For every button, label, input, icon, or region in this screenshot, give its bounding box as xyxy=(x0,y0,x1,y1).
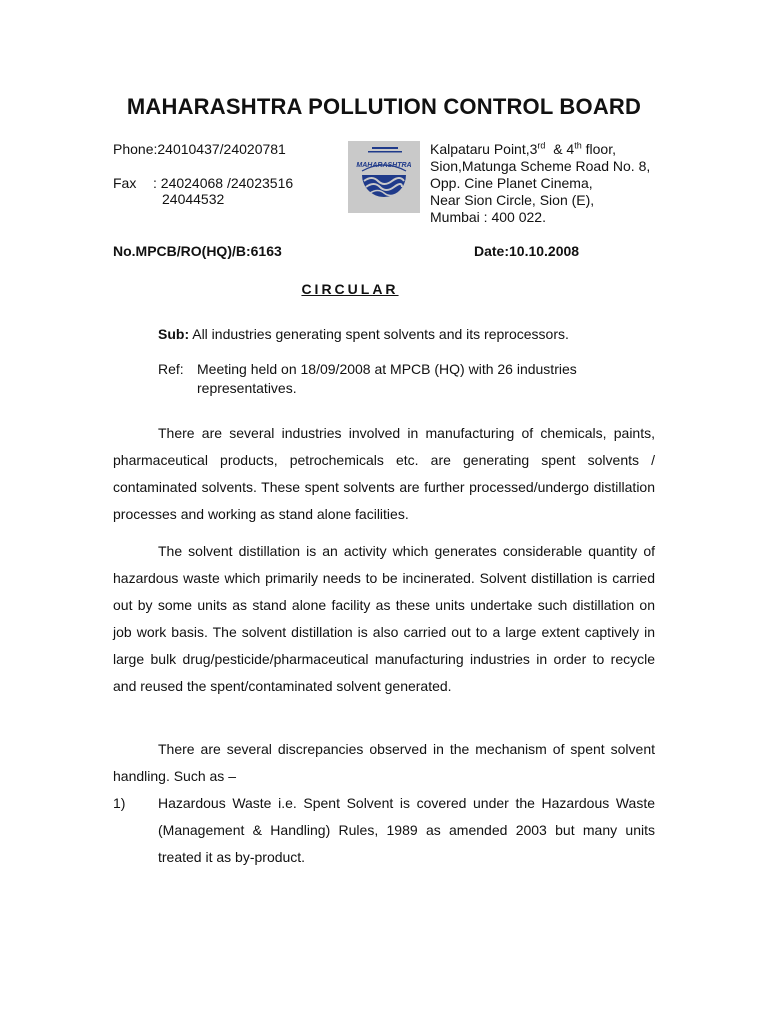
address-line-3: Opp. Cine Planet Cinema, xyxy=(430,175,593,191)
logo-text: MAHARASHTRA xyxy=(356,162,412,169)
paragraph-2: The solvent distillation is an activity which generates considerable quantity of hazardous waste which primarily needs to be incinerated. Solvent distillation is carried out by some units as stand alone facility as these units undertake such distillation on job work basis. The solvent distillation is also carried out to a large extent captively in large bulk drug/pesticide/pharmaceutical manufacturing industries in order to recycle and reused the spent/contaminated solvent generated. xyxy=(113,543,655,694)
phone-number: Phone:24010437/24020781 xyxy=(113,141,286,157)
globe-icon xyxy=(348,141,420,213)
fax-number-1: : 24024068 /24023516 xyxy=(153,175,294,191)
ref-line-1: Meeting held on 18/09/2008 at MPCB (HQ) with 26 industries xyxy=(197,361,577,377)
address-line-2: Sion,Matunga Scheme Road No. 8, xyxy=(430,158,651,174)
subject-label: Sub: xyxy=(158,326,190,342)
mpcb-logo xyxy=(348,141,420,213)
reference-number: No.MPCB/RO(HQ)/B:6163 xyxy=(113,243,282,259)
address-line-4: Near Sion Circle, Sion (E), xyxy=(430,192,595,208)
subject-text: All industries generating spent solvents and its reprocessors. xyxy=(189,326,569,342)
page-title: MAHARASHTRA POLLUTION CONTROL BOARD xyxy=(126,94,642,119)
fax-label: Fax xyxy=(113,175,137,191)
ref-label: Ref: xyxy=(158,361,184,377)
circular-date: Date:10.10.2008 xyxy=(474,243,580,259)
ref-line-2: representatives. xyxy=(197,380,297,396)
paragraph-1: There are several industries involved in manufacturing of chemicals, paints, pharmaceutical products, petrochemicals etc. are generating spent solvents / contaminated solvents. These spent solvents are further processed/undergo distillation processes and working as stand alone facilities. xyxy=(113,425,655,522)
list-item-text: Hazardous Waste i.e. Spent Solvent is covered under the Hazardous Waste (Management & Handling) Rules, 1989 as amended 2003 but many units treated it as by-product. xyxy=(158,795,655,865)
fax-number-2: 24044532 xyxy=(162,191,225,207)
circular-heading: CIRCULAR xyxy=(301,281,399,297)
list-item-number: 1) xyxy=(113,795,126,811)
address-line-1: Kalpataru Point,3rd & 4th floor, xyxy=(430,140,616,157)
subject-line xyxy=(158,325,569,344)
paragraph-3: There are several discrepancies observed in the mechanism of spent solvent handling. Such as – xyxy=(113,741,655,784)
office-address xyxy=(430,141,650,226)
ref-text xyxy=(197,360,577,398)
address-line-5: Mumbai : 400 022. xyxy=(430,209,546,225)
